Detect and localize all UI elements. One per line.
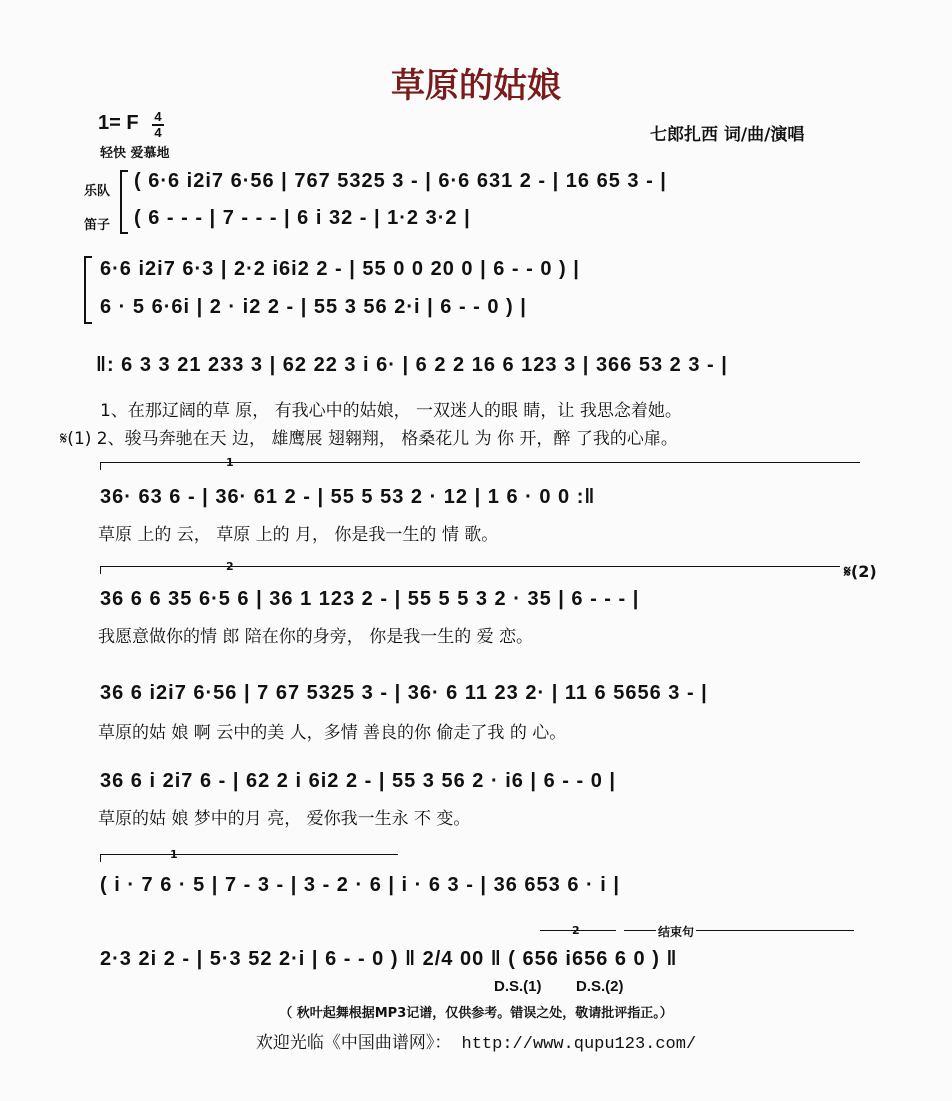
notation-row: 6 · 5 6·6i | 2 · i2 2 - | 55 3 56 2·i | 6 - - 0 ) | — [100, 296, 527, 318]
notation-row: 36 6 i 2i7 6 - | 62 2 i 6i2 2 - | 55 3 56 2 · i6 | 6 - - 0 | — [100, 770, 616, 792]
notation-row: 2·3 2i 2 - | 5·3 52 2·i | 6 - - 0 ) ‖ 2/4 00 ‖ ( 656 i656 6 0 ) ‖ — [100, 948, 678, 970]
ds-2: D.S.(2) — [576, 978, 624, 995]
lyric-verse-1: 1、在那辽阔的草 原， 有我心中的姑娘， 一双迷人的眼 睛，让 我思念着她。 — [100, 401, 682, 421]
time-signature-top: 4 — [154, 109, 162, 124]
time-signature — [152, 110, 164, 139]
page-title: 草原的姑娘 — [391, 66, 561, 106]
bracket-tick — [100, 462, 101, 470]
lyric-verse-2: 𝄋(1) 2、骏马奔驰在天 边， 雄鹰展 翅翱翔， 格桑花儿 为 你 开，醉 了我的心扉。 — [60, 429, 678, 449]
credits: 七郎扎西 词/曲/演唱 — [650, 125, 805, 145]
bracket-tick — [100, 854, 101, 862]
notation-row: ‖: 6 3 3 21 233 3 | 62 22 3 i 6· | 6 2 2 16 6 123 3 | 366 53 2 3 - | — [96, 354, 728, 376]
footer-note: （ 秋叶起舞根据MP3记谱，仅供参考。错误之处，敬请批评指正。） — [279, 1006, 673, 1021]
notation-row: ( 6·6 i2i7 6·56 | 767 5325 3 - | 6·6 631 2 - | 16 65 3 - | — [134, 170, 667, 192]
lyric-line: 草原 上的 云， 草原 上的 月， 你是我一生的 情 歌。 — [98, 525, 499, 545]
second-ending-label: 2 — [226, 560, 234, 573]
notation-row: ( i · 7 6 · 5 | 7 - 3 - | 3 - 2 · 6 | i · 6 3 - | 36 653 6 · i | — [100, 874, 620, 896]
first-ending-label: 1 — [170, 848, 178, 861]
ds-1: D.S.(1) — [494, 978, 542, 995]
tempo-marking: 轻快 爱慕地 — [100, 146, 170, 161]
footer-site[interactable]: 欢迎光临《中国曲谱网》： http://www.qupu123.com/ — [255, 1035, 697, 1054]
part-label-flute: 笛子 — [84, 218, 111, 233]
lyric-line: 我愿意做你的情 郎 陪在你的身旁， 你是我一生的 爱 恋。 — [98, 627, 534, 647]
first-ending-bracket — [100, 462, 860, 463]
notation-row: ( 6 - - - | 7 - - - | 6 i 32 - | 1·2 3·2 | — [134, 207, 471, 229]
lyric-line: 草原的姑 娘 啊 云中的美 人，多情 善良的你 偷走了我 的 心。 — [98, 723, 567, 743]
notation-row: 6·6 i2i7 6·3 | 2·2 i6i2 2 - | 55 0 0 20 0 | 6 - - 0 ) | — [100, 258, 580, 280]
system-bracket — [84, 256, 92, 324]
second-ending-label: 2 — [572, 924, 580, 937]
second-ending-bracket — [100, 566, 840, 567]
lyric-line: 草原的姑 娘 梦中的月 亮， 爱你我一生永 不 变。 — [98, 809, 471, 829]
notation-row: 36 6 6 35 6·5 6 | 36 1 123 2 - | 55 5 5 3 2 · 35 | 6 - - - | — [100, 588, 640, 610]
system-bracket — [120, 170, 128, 234]
first-ending-bracket — [100, 854, 398, 855]
notation-row: 36· 63 6 - | 36· 61 2 - | 55 5 53 2 · 12 | 1 6 · 0 0 :‖ — [100, 486, 596, 508]
bracket-tick — [100, 566, 101, 574]
first-ending-label: 1 — [226, 456, 234, 469]
ending-label: 结束句 — [658, 925, 695, 939]
time-signature-bottom: 4 — [154, 125, 162, 140]
segno-2: 𝄋(2) — [844, 562, 877, 581]
notation-row: 36 6 i2i7 6·56 | 7 67 5325 3 - | 36· 6 11 23 2· | 11 6 5656 3 - | — [100, 682, 708, 704]
part-label-band: 乐队 — [84, 184, 111, 199]
key-signature: 1= F — [98, 112, 139, 134]
